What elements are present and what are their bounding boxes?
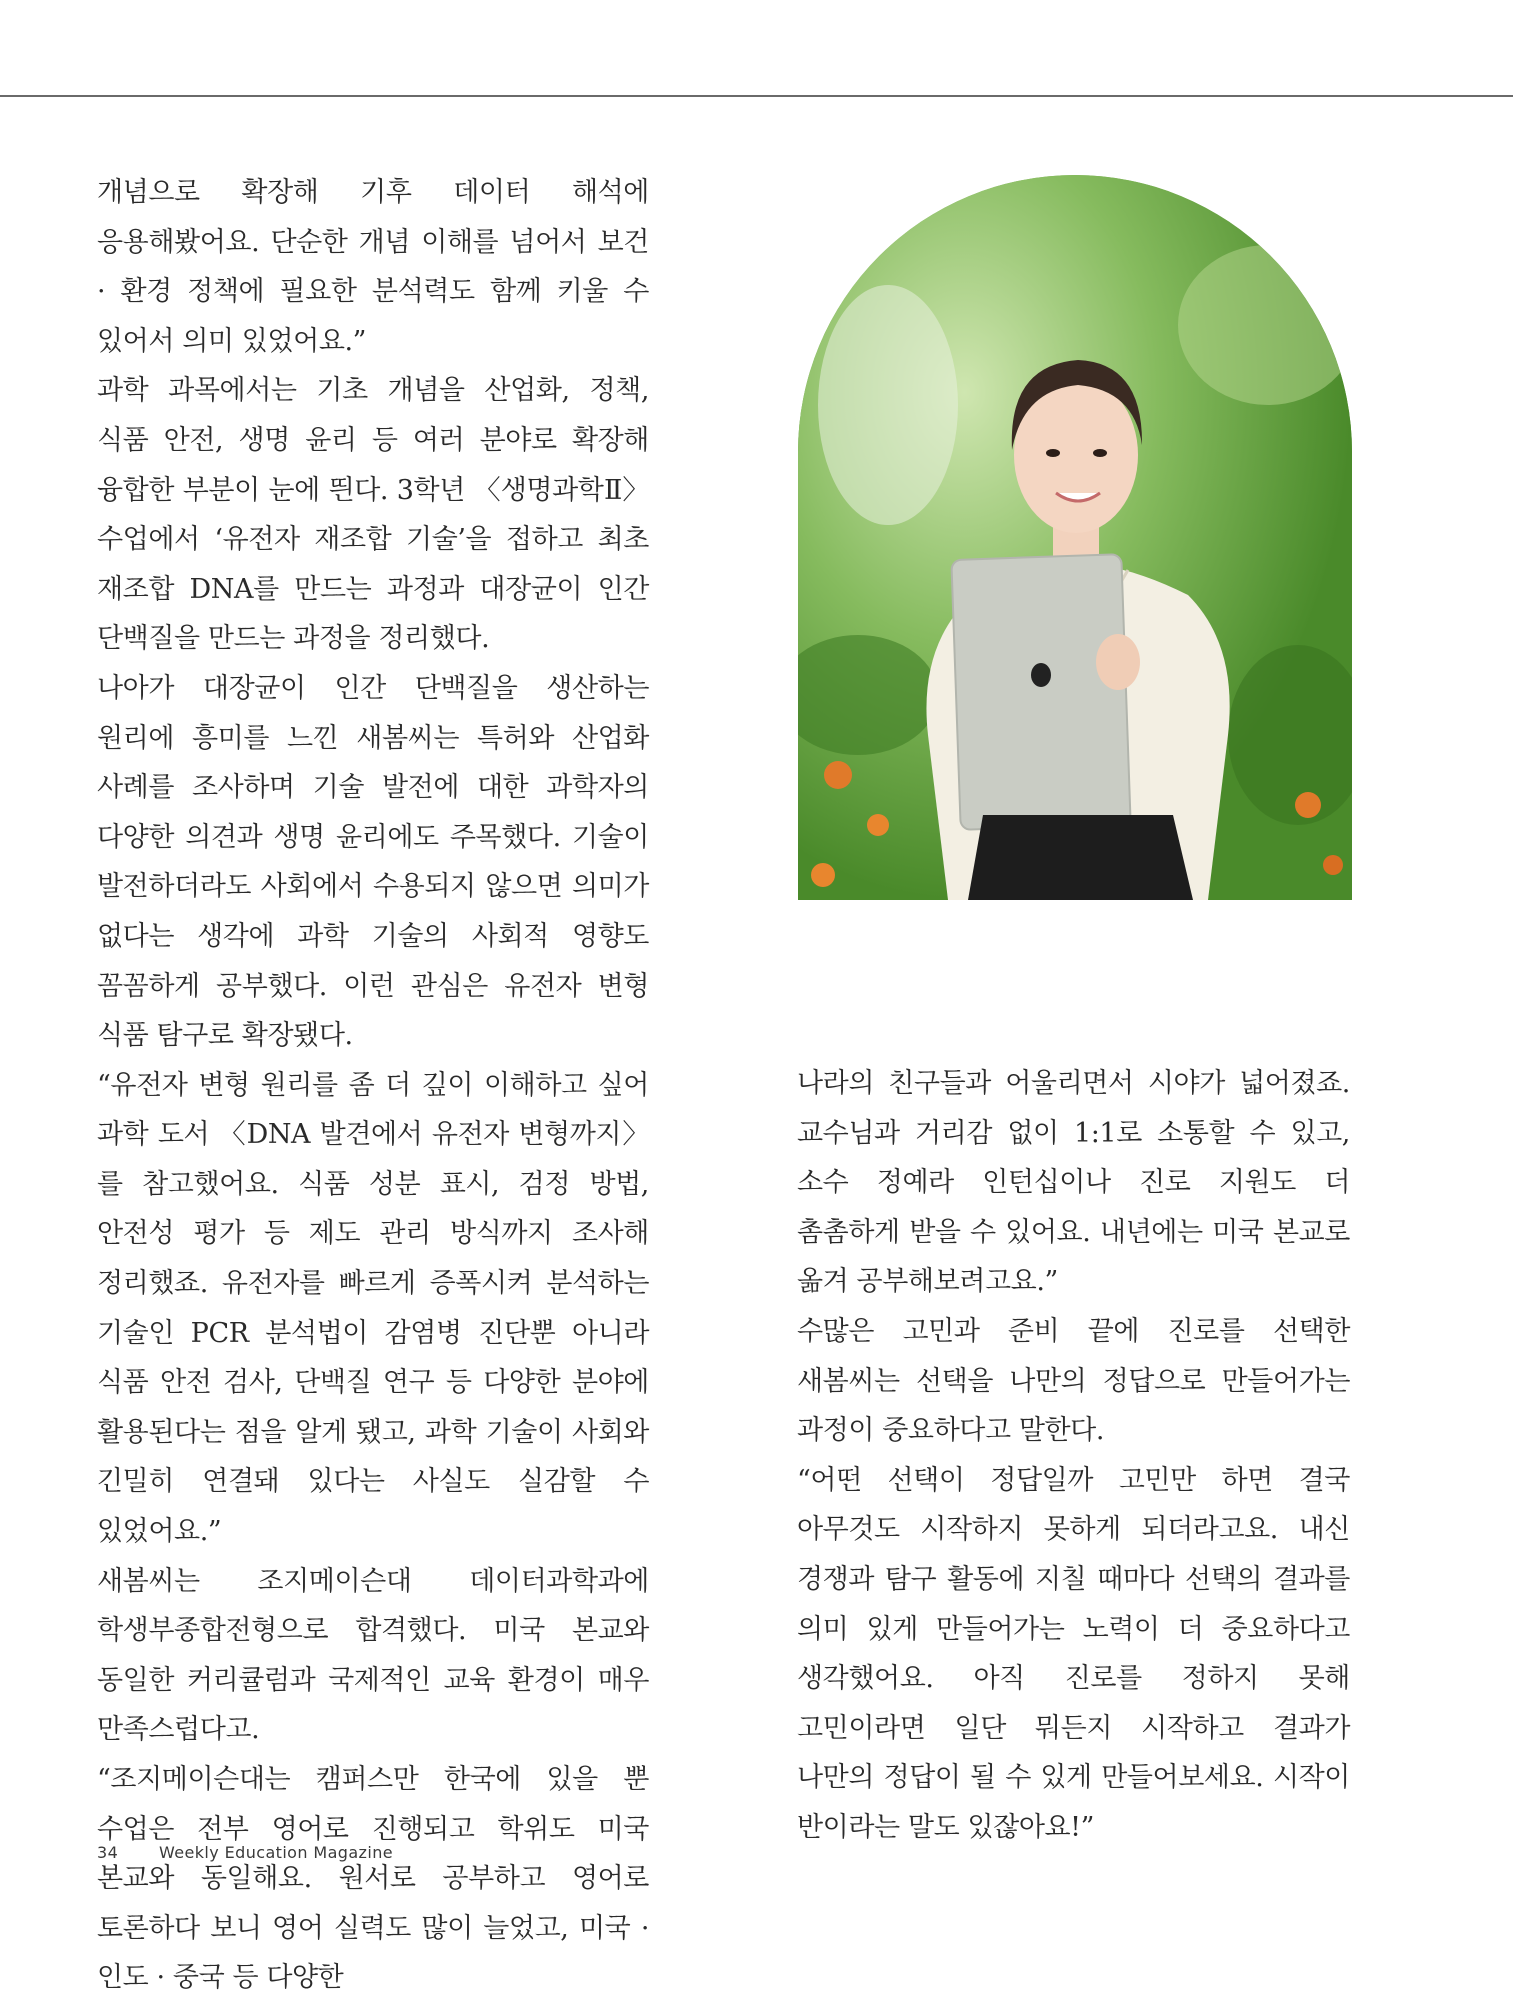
- page-footer: [97, 1843, 393, 1862]
- paragraph: “조지메이슨대는 캠퍼스만 한국에 있을 뿐 수업은 전부 영어로 진행되고 학위도 미국 본교와 동일해요. 원서로 공부하고 영어로 토론하다 보니 영어 실력도 많이 늘었고, 미국 · 인도 · 중국 등 다양한: [97, 1764, 649, 1994]
- portrait-illustration: [798, 175, 1352, 900]
- portrait-photo: [798, 175, 1352, 900]
- paragraph: “어떤 선택이 정답일까 고민만 하면 결국 아무것도 시작하지 못하게 되더라고요. 내신 경쟁과 탐구 활동에 지칠 때마다 선택의 결과를 의미 있게 만들어가는 노력이 더 중요하다고 생각했어요. 아직 진로를 정하지 못해 고민이라면 일단 뭐든지 시작하고 결과가 나만의 정답이 될 수 있게 만들어보세요. 시작이 반이라는 말도 있잖아요!”: [797, 1464, 1350, 1843]
- magazine-name: Weekly Education Magazine: [159, 1843, 393, 1862]
- article-column-right: [797, 1059, 1350, 1853]
- paragraph: 나라의 친구들과 어울리면서 시야가 넓어졌죠. 교수님과 거리감 없이 1:1로 소통할 수 있고, 소수 정예라 인턴십이나 진로 지원도 더 촘촘하게 받을 수 있어요. 내년에는 미국 본교로 옮겨 공부해보려고요.”: [797, 1068, 1350, 1298]
- paragraph: 수많은 고민과 준비 끝에 진로를 선택한 새봄씨는 선택을 나만의 정답으로 만들어가는 과정이 중요하다고 말한다.: [797, 1315, 1350, 1447]
- article-column-left: [97, 168, 649, 2003]
- paragraph: 새봄씨는 조지메이슨대 데이터과학과에 학생부종합전형으로 합격했다. 미국 본교와 동일한 커리큘럼과 국제적인 교육 환경이 매우 만족스럽다고.: [97, 1565, 649, 1746]
- paragraph: 과학 과목에서는 기초 개념을 산업화, 정책, 식품 안전, 생명 윤리 등 여러 분야로 확장해 융합한 부분이 눈에 띈다. 3학년 〈생명과학Ⅱ〉 수업에서 ‘유전자 재조합 기술’을 접하고 최초 재조합 DNA를 만드는 과정과 대장균이 인간 단백질을 만드는 과정을 정리했다.: [97, 375, 649, 655]
- page-number: 34: [97, 1843, 119, 1862]
- paragraph: 개념으로 확장해 기후 데이터 해석에 응용해봤어요. 단순한 개념 이해를 넘어서 보건 · 환경 정책에 필요한 분석력도 함께 키울 수 있어서 의미 있었어요.”: [97, 177, 649, 357]
- header-rule: [0, 95, 1513, 97]
- paragraph: 나아가 대장균이 인간 단백질을 생산하는 원리에 흥미를 느낀 새봄씨는 특허와 산업화 사례를 조사하며 기술 발전에 대한 과학자의 다양한 의견과 생명 윤리에도 주목했다. 기술이 발전하더라도 사회에서 수용되지 않으면 의미가 없다는 생각에 과학 기술의 사회적 영향도 꼼꼼하게 공부했다. 이런 관심은 유전자 변형 식품 탐구로 확장됐다.: [97, 672, 649, 1052]
- paragraph: “유전자 변형 원리를 좀 더 깊이 이해하고 싶어 과학 도서 〈DNA 발견에서 유전자 변형까지〉를 참고했어요. 식품 성분 표시, 검정 방법, 안전성 평가 등 제도 관리 방식까지 조사해 정리했죠. 유전자를 빠르게 증폭시켜 분석하는 기술인 PCR 분석법이 감염병 진단뿐 아니라 식품 안전 검사, 단백질 연구 등 다양한 분야에 활용된다는 점을 알게 됐고, 과학 기술이 사회와 긴밀히 연결돼 있다는 사실도 실감할 수 있었어요.”: [97, 1069, 649, 1548]
